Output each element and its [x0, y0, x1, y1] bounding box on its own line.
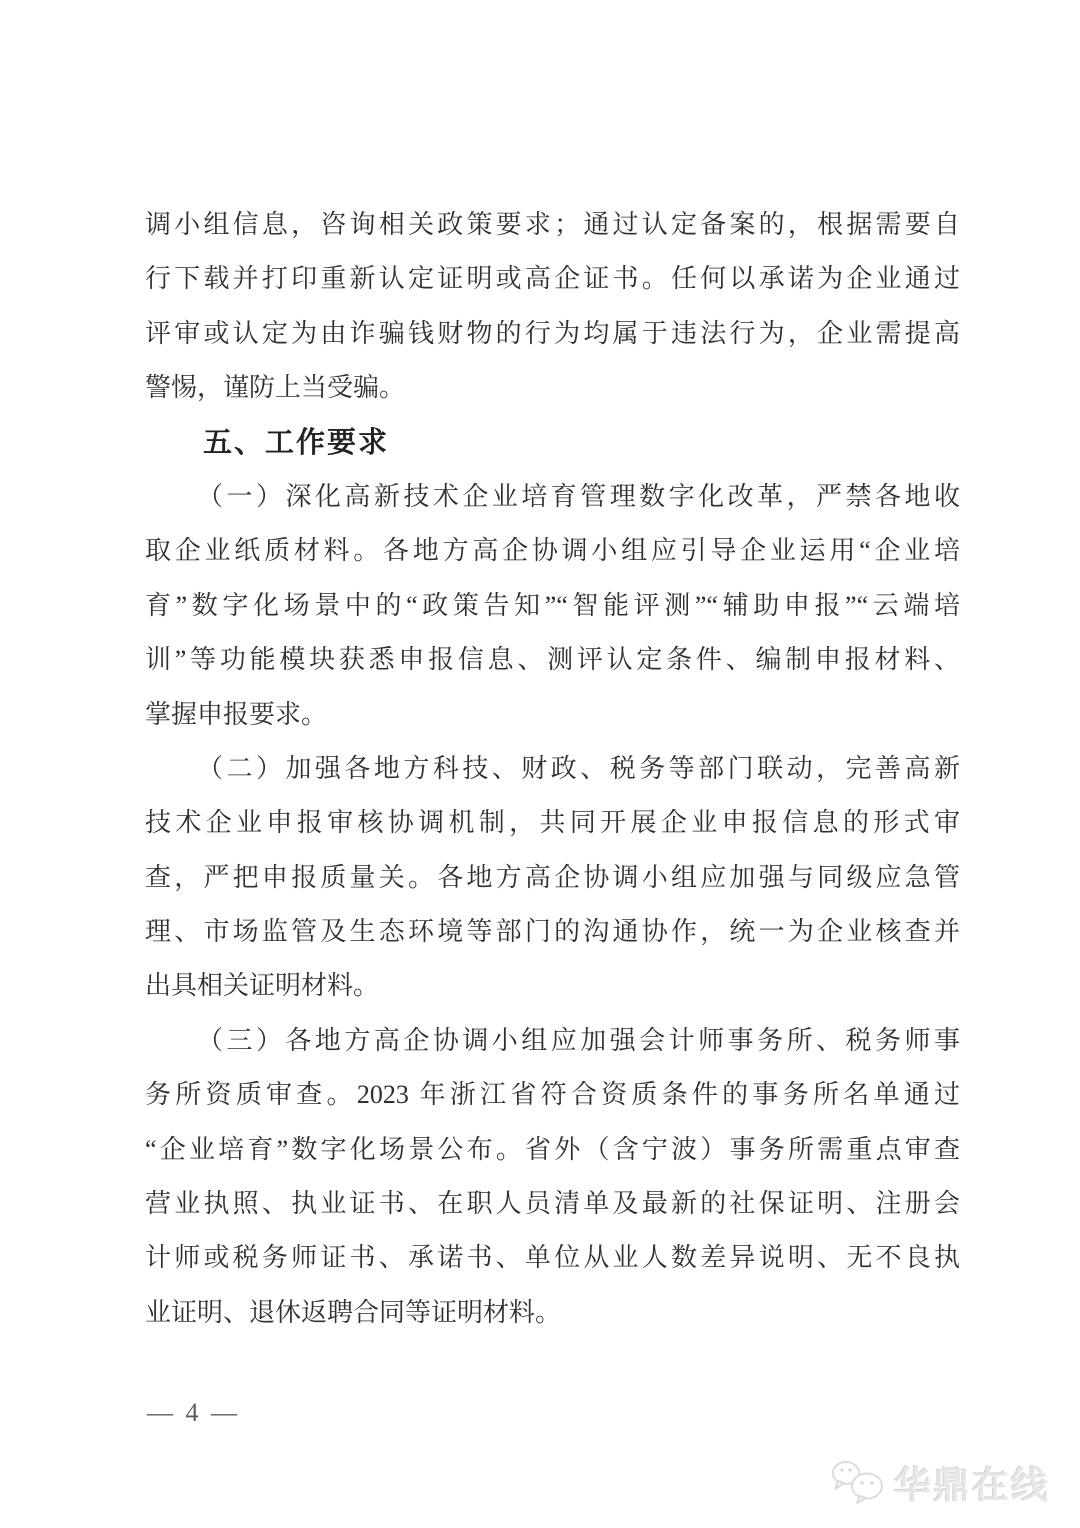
- wechat-icon: [830, 1459, 886, 1505]
- document-line: 出具相关证明材料。: [145, 971, 380, 1001]
- document-line: “企业培育”数字化场景公布。省外（含宁波）事务所需重点审查: [145, 1134, 960, 1164]
- document-line: （三）各地方高企协调小组应加强会计师事务所、税务师事: [197, 1025, 960, 1055]
- document-line: 行下载并打印重新认定证明或高企证书。任何以承诺为企业通过: [145, 264, 960, 294]
- document-line: 调小组信息，咨询相关政策要求；通过认定备案的，根据需要自: [145, 210, 960, 239]
- document-line: 营业执照、执业证书、在职人员清单及最新的社保证明、注册会: [145, 1189, 960, 1219]
- watermark-label: 华鼎在线: [894, 1465, 1050, 1506]
- document-line: 业证明、退休返聘合同等证明材料。: [145, 1297, 562, 1327]
- document-line: 警惕，谨防上当受骗。: [145, 373, 406, 403]
- document-line: 查，严把申报质量关。各地方高企协调小组应加强与同级应急管: [145, 862, 960, 892]
- document-line: 取企业纸质材料。各地方高企协调小组应引导企业运用“企业培: [145, 536, 960, 566]
- section-heading: 五、工作要求: [203, 426, 390, 459]
- document-line: 评审或认定为由诈骗钱财物的行为均属于违法行为，企业需提高: [145, 318, 960, 348]
- document-line: 理、市场监管及生态环境等部门的沟通协作，统一为企业核查并: [145, 917, 960, 947]
- document-line: 育”数字化场景中的“政策告知”“智能评测”“辅助申报”“云端培: [145, 590, 960, 620]
- watermark: [830, 1455, 1050, 1509]
- document-line: 训”等功能模块获悉申报信息、测评认定条件、编制申报材料、: [145, 645, 960, 675]
- page-number: — 4 —: [147, 1398, 240, 1427]
- document-body: [145, 198, 960, 1340]
- document-line: 务所资质审查。2023 年浙江省符合资质条件的事务所名单通过: [145, 1080, 960, 1110]
- document-line: （二）加强各地方科技、财政、税务等部门联动，完善高新: [197, 753, 960, 783]
- document-line: 计师或税务师证书、承诺书、单位从业人数差异说明、无不良执: [145, 1243, 960, 1273]
- document-line: 技术企业申报审核协调机制，共同开展企业申报信息的形式审: [145, 808, 960, 838]
- document-line: （一）深化高新技术企业培育管理数字化改革，严禁各地收: [197, 481, 960, 511]
- document-line: 掌握申报要求。: [145, 699, 328, 729]
